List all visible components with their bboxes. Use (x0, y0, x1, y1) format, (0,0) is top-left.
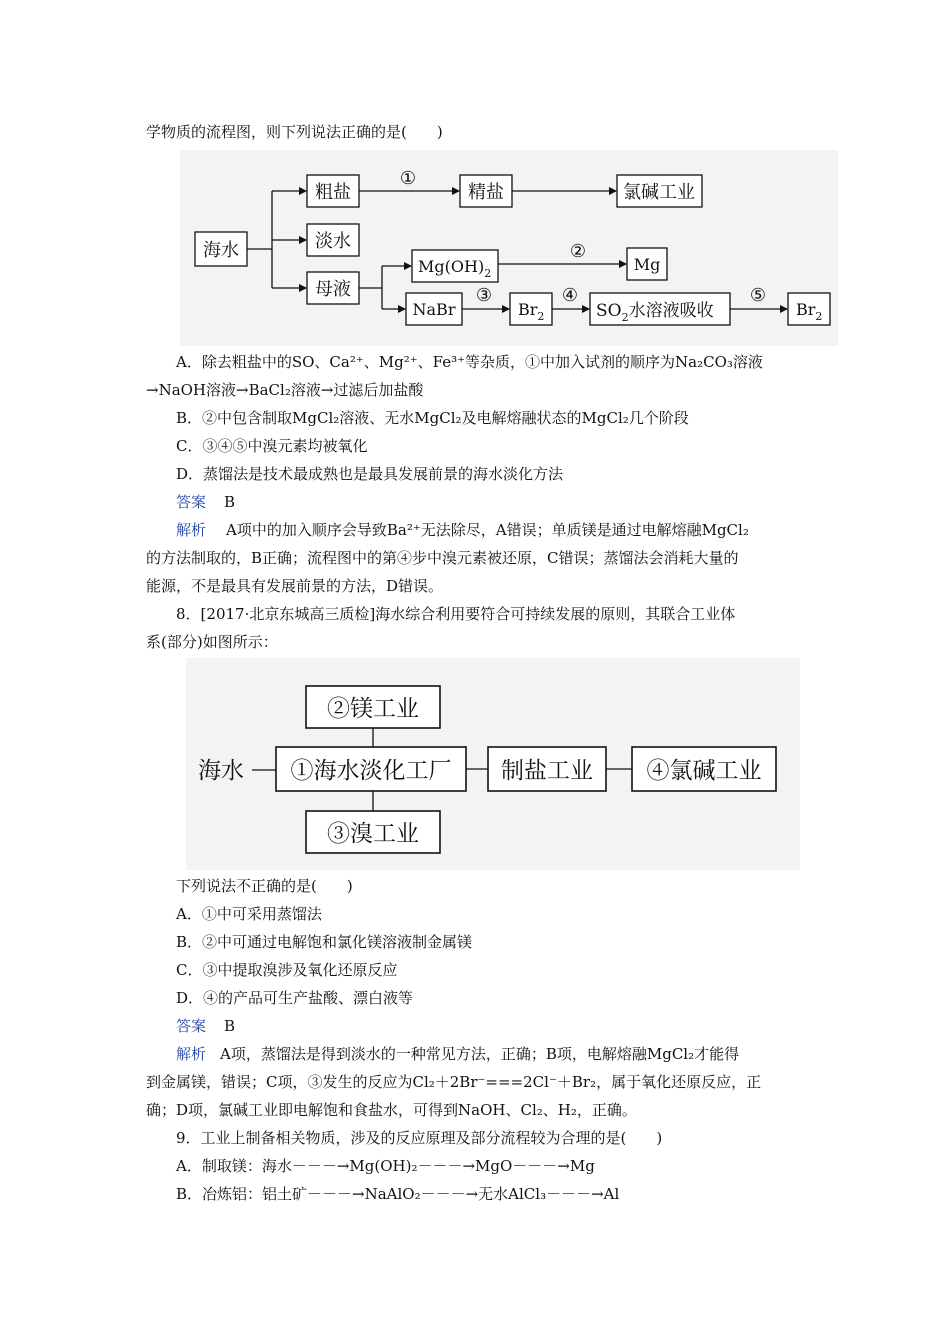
q8-analysis-label: 解析 (176, 1045, 207, 1063)
q7-option-a-line2: →NaOH溶液→BaCl₂溶液→过滤后加盐酸 (146, 381, 424, 399)
q7-analysis-text1: A项中的加入顺序会导致Ba²⁺无法除尽，A错误；单质镁是通过电解熔融MgCl₂ (226, 521, 749, 539)
label-salt-industry: 制盐工业 (501, 758, 593, 784)
q7-analysis-line3: 能源，不是最具有发展前景的方法，D错误。 (146, 577, 444, 595)
label-fine-salt: 精盐 (468, 182, 504, 203)
label-mg: Mg (633, 255, 661, 274)
q8-option-a: A．①中可采用蒸馏法 (176, 905, 322, 923)
q8-analysis-line2: 到金属镁，错误；C项，③发生的反应为Cl₂＋2Br⁻===2Cl⁻＋Br₂，属于氧化还原反应，正 (146, 1073, 762, 1091)
label-so2-absorb: $SO_2$水溶液吸收 (596, 301, 714, 324)
label-step2: ② (569, 241, 587, 262)
q7-option-c: C．③④⑤中溴元素均被氧化 (176, 437, 368, 455)
label-br2-a: $Br_2$ (518, 300, 545, 323)
q7-answer (176, 492, 235, 512)
industry-diagram-svg (186, 658, 800, 870)
seawater-flow-chart (180, 150, 838, 346)
label-crude-salt: 粗盐 (315, 182, 351, 203)
q7-option-b: B．②中包含制取MgCl₂溶液、无水MgCl₂及电解熔融状态的MgCl₂几个阶段 (176, 409, 689, 427)
q7-answer-label: 答案 (176, 493, 207, 511)
label-step1: ① (399, 168, 417, 189)
label-chlor-alkali: 氯碱工业 (623, 182, 695, 203)
q8-analysis-line3: 确；D项，氯碱工业即电解饱和食盐水，可得到NaOH、Cl₂、H₂，正确。 (146, 1101, 637, 1119)
q8-option-c: C．③中提取溴涉及氧化还原反应 (176, 961, 398, 979)
q9-option-a: A．制取镁：海水－－－→Mg(OH)₂－－－→MgO－－－→Mg (176, 1157, 595, 1175)
label-step5: ⑤ (749, 285, 767, 306)
q8-stem-line2: 系(部分)如图所示： (146, 633, 278, 651)
label-desal-plant: ①海水淡化工厂 (290, 758, 452, 784)
q7-analysis-line2: 的方法制取的，B正确；流程图中的第④步中溴元素被还原，C错误；蒸馏法会消耗大量的 (146, 549, 739, 567)
q7-option-a-line1: A．除去粗盐中的SO、Ca²⁺、Mg²⁺、Fe³⁺等杂质，①中加入试剂的顺序为Na₂CO₃溶液 (176, 353, 763, 371)
q8-answer-label: 答案 (176, 1017, 207, 1035)
industry-diagram (186, 658, 800, 870)
q7-answer-value: B (224, 493, 236, 511)
flow-chart-svg (180, 150, 838, 346)
label-fresh-water: 淡水 (315, 231, 351, 252)
label-mg-industry: ②镁工业 (327, 696, 419, 722)
q7-analysis-line1 (176, 520, 749, 540)
label-mgoh2: $Mg(OH)_2$ (418, 257, 492, 280)
label-mother-liquor: 母液 (315, 279, 351, 300)
label-chlor-alkali-8: ④氯碱工业 (646, 758, 762, 784)
label-nabr: NaBr (412, 300, 456, 319)
label-step3: ③ (475, 285, 493, 306)
q9-option-b: B．冶炼铝：铝土矿－－－→NaAlO₂－－－→无水AlCl₃－－－→Al (176, 1185, 620, 1203)
q8-stem-line1: 8．[2017·北京东城高三质检]海水综合利用要符合可持续发展的原则，其联合工业体 (176, 605, 736, 623)
label-br2-b: $Br_2$ (796, 300, 823, 323)
q8-option-b: B．②中可通过电解饱和氯化镁溶液制金属镁 (176, 933, 473, 951)
q7-analysis-label: 解析 (176, 521, 207, 539)
label-br-industry: ③溴工业 (327, 821, 419, 847)
q7-intro: 学物质的流程图，则下列说法正确的是( ) (146, 123, 443, 141)
label-seawater-8: 海水 (198, 758, 244, 784)
q9-stem: 9．工业上制备相关物质，涉及的反应原理及部分流程较为合理的是( ) (176, 1129, 663, 1147)
q8-prompt: 下列说法不正确的是( ) (176, 877, 353, 895)
label-step4: ④ (561, 285, 579, 306)
q7-option-d: D．蒸馏法是技术最成熟也是最具发展前景的海水淡化方法 (176, 465, 564, 483)
q8-answer-value: B (224, 1017, 236, 1035)
q8-answer (176, 1016, 235, 1036)
q8-analysis-text1: A项，蒸馏法是得到淡水的一种常见方法，正确；B项，电解熔融MgCl₂才能得 (220, 1045, 740, 1063)
q8-analysis-line1 (176, 1044, 739, 1064)
label-seawater: 海水 (203, 240, 239, 261)
q8-option-d: D．④的产品可生产盐酸、漂白液等 (176, 989, 414, 1007)
